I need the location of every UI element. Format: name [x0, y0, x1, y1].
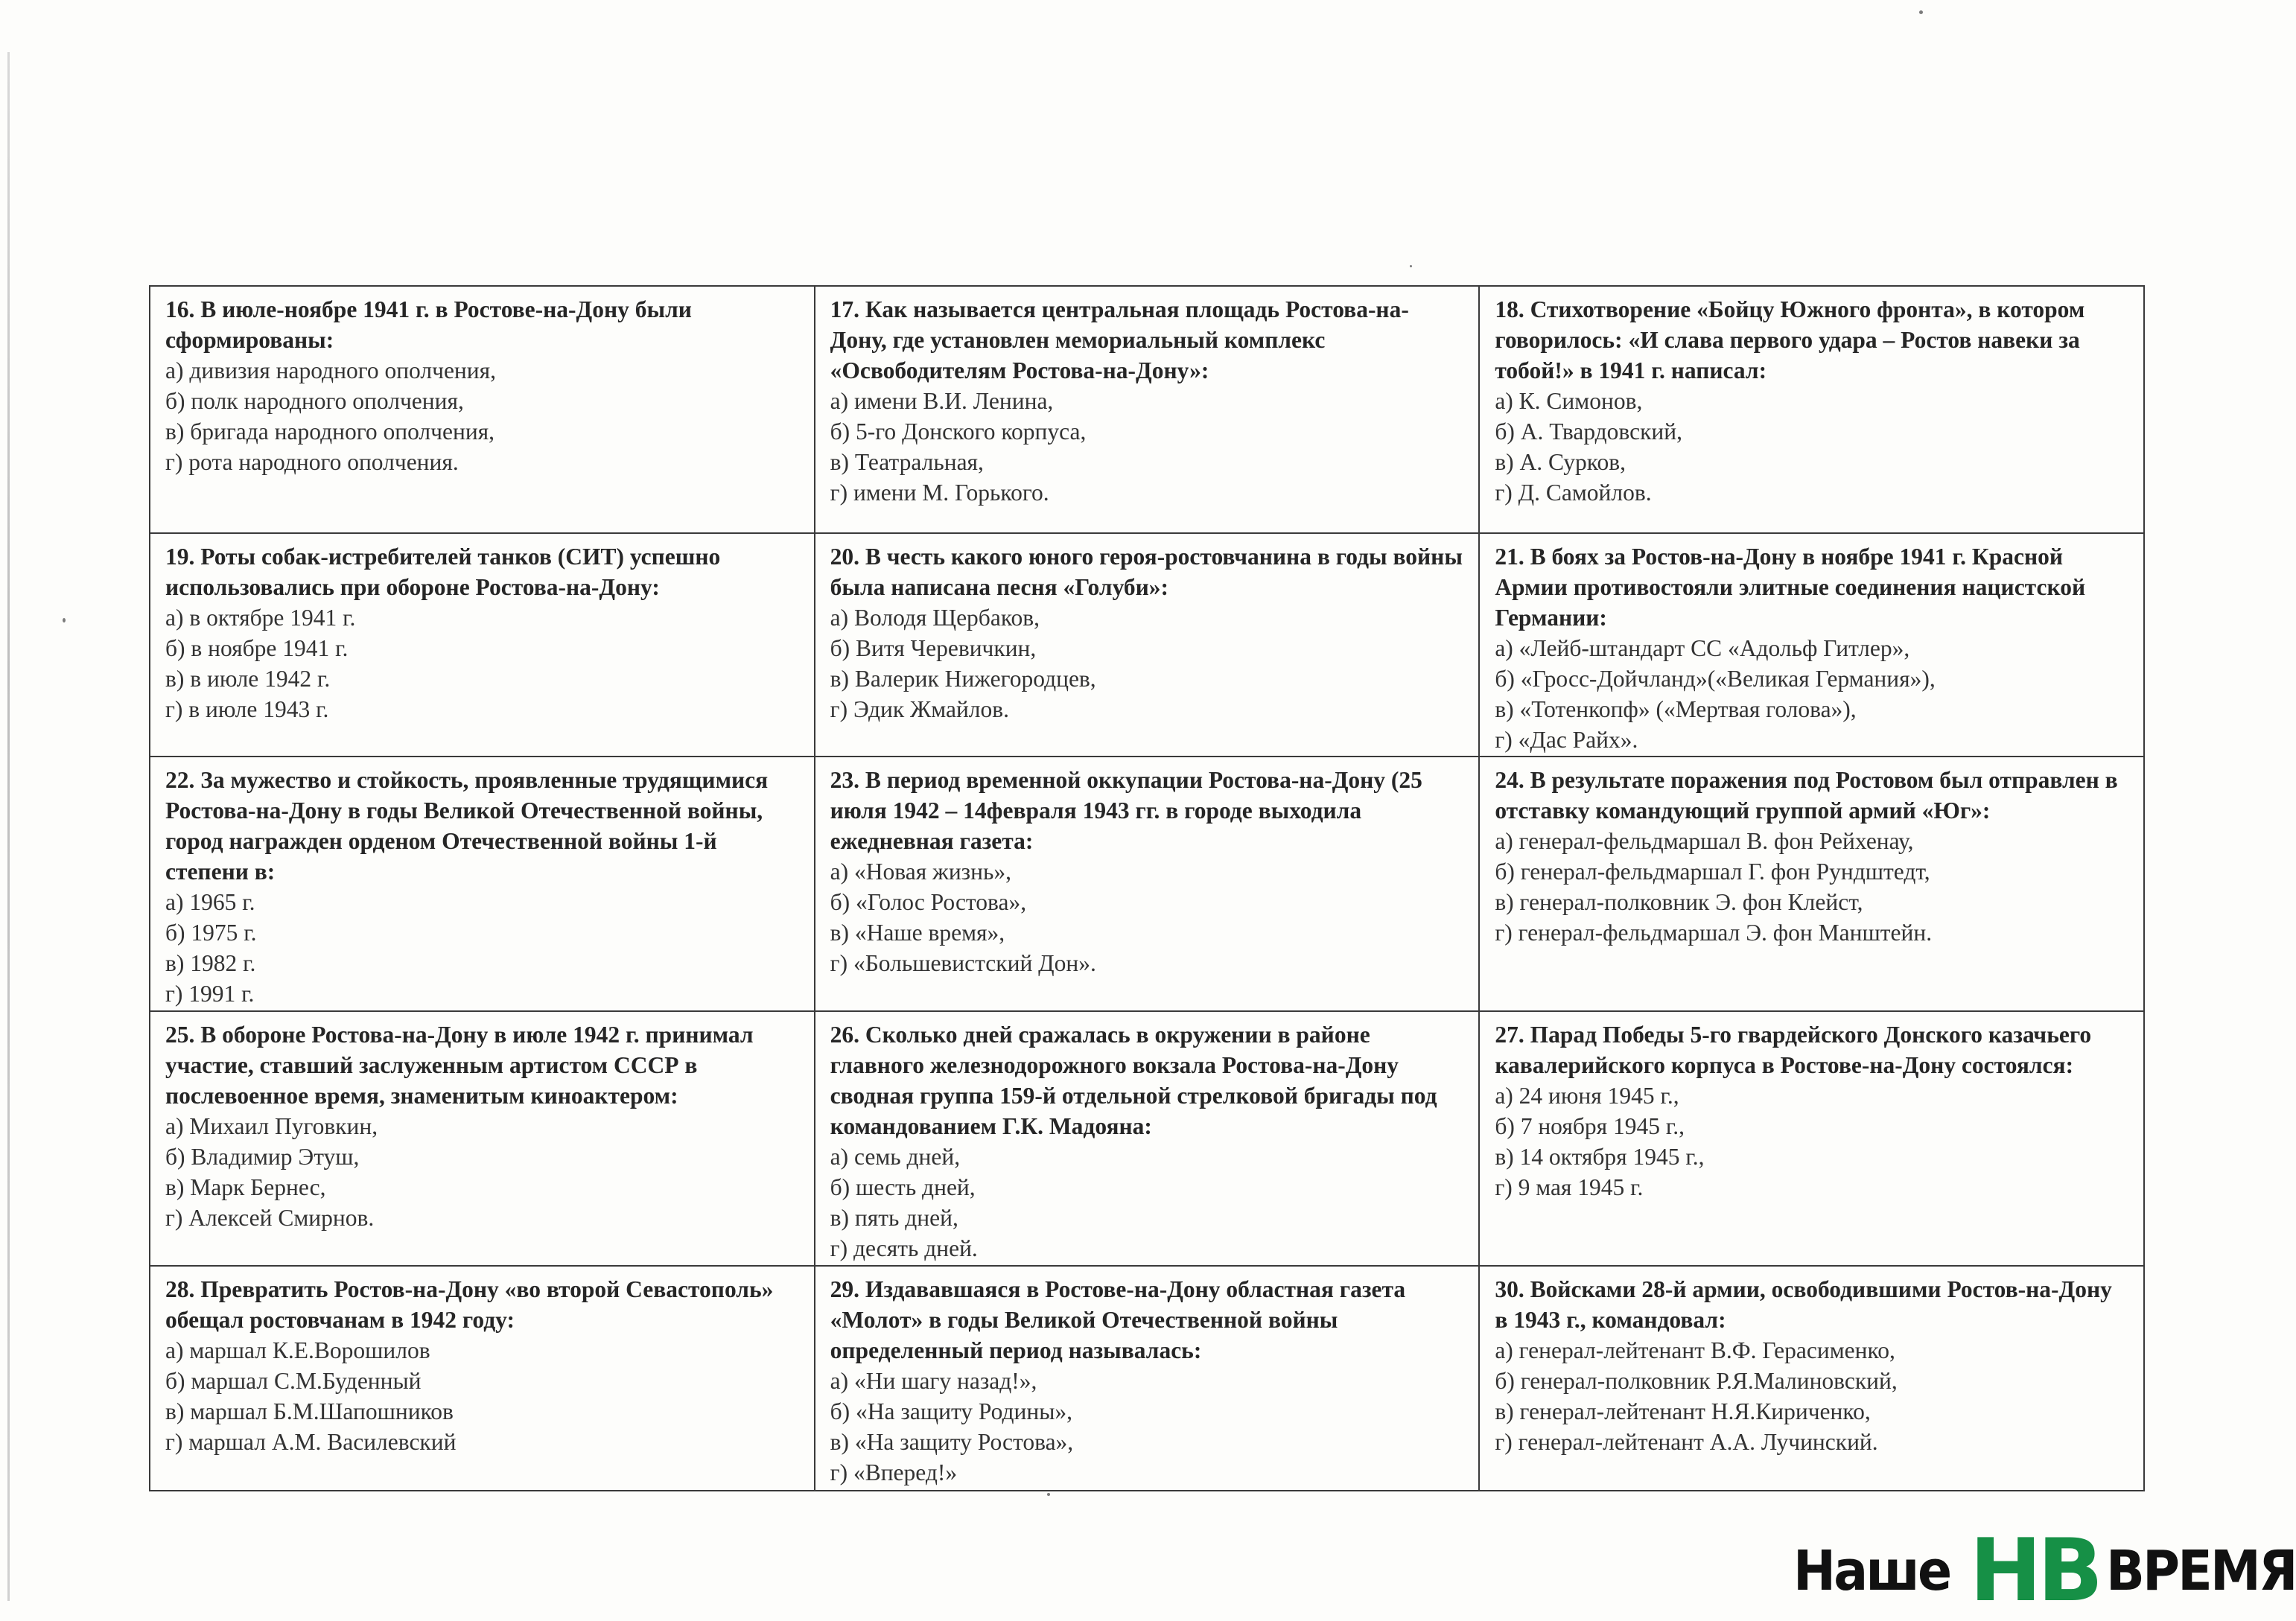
answer-option: г) десять дней.	[830, 1235, 978, 1261]
logo	[1793, 1520, 2296, 1621]
answer-option: в) «На защиту Ростова»,	[830, 1429, 1074, 1455]
answer-option: б) шесть дней,	[830, 1174, 976, 1200]
question-text: 27. Парад Победы 5-го гвардейского Донского казачьего кавалерийского корпуса в Ростове-на-Дону состоялся:	[1495, 1022, 2092, 1078]
logo-mark	[1969, 1520, 2099, 1621]
question-cell	[815, 286, 1480, 533]
answer-option: в) «Наше время»,	[830, 920, 1005, 946]
question-text: 30. Войсками 28-й армии, освободившими Ростов-на-Дону в 1943 г., командовал:	[1495, 1276, 2112, 1333]
answer-option: а) генерал-лейтенант В.Ф. Герасименко,	[1495, 1337, 1895, 1363]
question-text: 20. В честь какого юного героя-ростовчанина в годы войны была написана песня «Голуби»:	[830, 544, 1463, 600]
answer-option: а) дивизия народного ополчения,	[165, 357, 497, 383]
answer-option: в) Валерик Нижегородцев,	[830, 666, 1096, 692]
answer-option: б) А. Твардовский,	[1495, 418, 1682, 445]
answer-option: в) генерал-полковник Э. фон Клейст,	[1495, 889, 1863, 915]
table-row	[150, 1011, 2144, 1266]
answer-option: г) «Дас Райх».	[1495, 727, 1638, 753]
answer-option: в) маршал Б.М.Шапошников	[165, 1398, 454, 1424]
question-cell	[815, 1266, 1480, 1491]
answer-option: г) рота народного ополчения.	[165, 449, 459, 475]
logo-mark-text: НВ	[1969, 1520, 2099, 1621]
question-cell	[815, 757, 1480, 1011]
question-cell	[1479, 1266, 2144, 1491]
answer-option: г) имени М. Горького.	[830, 480, 1049, 506]
answer-option: а) 1965 г.	[165, 889, 255, 915]
answer-option: а) «Ни шагу назад!»,	[830, 1368, 1037, 1394]
logo-word-left: Наше	[1793, 1539, 1950, 1603]
question-text: 22. За мужество и стойкость, проявленные трудящимися Ростова-на-Дону в годы Великой Отечественной войны, город награжден орденом Отечественной войны 1-й степени в:	[165, 767, 769, 885]
scan-speck	[1410, 265, 1412, 267]
answer-option: б) полк народного ополчения,	[165, 388, 464, 414]
answer-option: в) «Тотенкопф» («Мертвая голова»),	[1495, 696, 1857, 722]
answer-option: б) «Гросс-Дойчланд»(«Великая Германия»),	[1495, 666, 1936, 692]
question-cell	[1479, 533, 2144, 757]
answer-option: г) генерал-лейтенант А.А. Лучинский.	[1495, 1429, 1878, 1455]
question-text: 24. В результате поражения под Ростовом был отправлен в отставку командующий группой армий «Юг»:	[1495, 767, 2118, 824]
question-cell	[150, 286, 815, 533]
answer-option: а) 24 июня 1945 г.,	[1495, 1083, 1679, 1109]
answer-option: а) К. Симонов,	[1495, 388, 1643, 414]
question-cell	[150, 757, 815, 1011]
question-text: 28. Превратить Ростов-на-Дону «во второй Севастополь» обещал ростовчанам в 1942 году:	[165, 1276, 774, 1333]
scan-edge	[7, 52, 10, 1601]
question-text: 25. В обороне Ростова-на-Дону в июле 1942 г. принимал участие, ставший заслуженным артистом СССР в послевоенное время, знаменитым киноактером:	[165, 1022, 754, 1109]
answer-option: а) Михаил Пуговкин,	[165, 1113, 378, 1139]
table-row	[150, 286, 2144, 533]
question-text: 29. Издававшаяся в Ростове-на-Дону областная газета «Молот» в годы Великой Отечественной войны определенный период называлась:	[830, 1276, 1406, 1363]
question-cell	[150, 533, 815, 757]
answer-option: б) 5-го Донского корпуса,	[830, 418, 1087, 445]
table-row	[150, 757, 2144, 1011]
answer-option: б) генерал-фельдмаршал Г. фон Рундштедт,	[1495, 859, 1930, 885]
answer-option: в) 14 октября 1945 г.,	[1495, 1144, 1705, 1170]
question-cell	[815, 1011, 1480, 1266]
answer-option: в) в июле 1942 г.	[165, 666, 331, 692]
answer-option: б) «На защиту Родины»,	[830, 1398, 1073, 1424]
answer-option: г) Алексей Смирнов.	[165, 1205, 375, 1231]
question-cell	[1479, 286, 2144, 533]
question-text: 23. В период временной оккупации Ростова-на-Дону (25 июля 1942 – 14февраля 1943 гг. в городе выходила ежедневная газета:	[830, 767, 1422, 854]
scan-speck	[1047, 1493, 1050, 1496]
answer-option: б) 7 ноября 1945 г.,	[1495, 1113, 1685, 1139]
logo-word-right: ВРЕМЯ	[2106, 1539, 2296, 1603]
question-cell	[815, 533, 1480, 757]
answer-option: г) Эдик Жмайлов.	[830, 696, 1010, 722]
answer-option: а) семь дней,	[830, 1144, 961, 1170]
table-row	[150, 533, 2144, 757]
question-text: 18. Стихотворение «Бойцу Южного фронта», в котором говорилось: «И слава первого удара – Ростов навеки за тобой!» в 1941 г. написал:	[1495, 296, 2085, 383]
answer-option: в) бригада народного ополчения,	[165, 418, 495, 445]
answer-option: в) А. Сурков,	[1495, 449, 1626, 475]
question-cell	[150, 1266, 815, 1491]
answer-option: г) «Большевистский Дон».	[830, 950, 1096, 976]
answer-option: б) «Голос Ростова»,	[830, 889, 1027, 915]
scan-speck	[1919, 10, 1923, 14]
answer-option: г) «Вперед!»	[830, 1459, 958, 1485]
question-text: 16. В июле-ноябре 1941 г. в Ростове-на-Дону были сформированы:	[165, 296, 692, 353]
answer-option: а) Володя Щербаков,	[830, 605, 1040, 631]
answer-option: в) генерал-лейтенант Н.Я.Кириченко,	[1495, 1398, 1871, 1424]
question-text: 21. В боях за Ростов-на-Дону в ноябре 1941 г. Красной Армии противостояли элитные соединения нацистской Германии:	[1495, 544, 2086, 631]
question-text: 17. Как называется центральная площадь Ростова-на-Дону, где установлен мемориальный комплекс «Освободителям Ростова-на-Дону»:	[830, 296, 1409, 383]
answer-option: г) генерал-фельдмаршал Э. фон Манштейн.	[1495, 920, 1933, 946]
answer-option: б) генерал-полковник Р.Я.Малиновский,	[1495, 1368, 1898, 1394]
question-text: 19. Роты собак-истребителей танков (СИТ) успешно использовались при обороне Ростова-на-Дону:	[165, 544, 721, 600]
question-cell	[1479, 757, 2144, 1011]
answer-option: а) маршал К.Е.Ворошилов	[165, 1337, 430, 1363]
answer-option: г) маршал А.М. Василевский	[165, 1429, 457, 1455]
answer-option: б) 1975 г.	[165, 920, 257, 946]
answer-option: г) Д. Самойлов.	[1495, 480, 1652, 506]
answer-option: б) Витя Черевичкин,	[830, 635, 1037, 661]
answer-option: в) 1982 г.	[165, 950, 256, 976]
table-row	[150, 1266, 2144, 1491]
answer-option: а) «Новая жизнь»,	[830, 859, 1011, 885]
answer-option: б) в ноябре 1941 г.	[165, 635, 349, 661]
question-cell	[1479, 1011, 2144, 1266]
question-cell	[150, 1011, 815, 1266]
answer-option: а) генерал-фельдмаршал В. фон Рейхенау,	[1495, 828, 1914, 854]
answer-option: а) в октябре 1941 г.	[165, 605, 356, 631]
answer-option: в) Марк Бернес,	[165, 1174, 326, 1200]
quiz-table	[149, 285, 2145, 1491]
answer-option: а) «Лейб-штандарт СС «Адольф Гитлер»,	[1495, 635, 1910, 661]
question-text: 26. Сколько дней сражалась в окружении в районе главного железнодорожного вокзала Ростова-на-Дону сводная группа 159-й отдельной стрелковой бригады под командованием Г.К. Мадояна:	[830, 1022, 1437, 1139]
answer-option: г) 1991 г.	[165, 981, 255, 1007]
answer-option: в) пять дней,	[830, 1205, 958, 1231]
answer-option: а) имени В.И. Ленина,	[830, 388, 1054, 414]
answer-option: б) маршал С.М.Буденный	[165, 1368, 422, 1394]
answer-option: б) Владимир Этуш,	[165, 1144, 360, 1170]
answer-option: г) 9 мая 1945 г.	[1495, 1174, 1644, 1200]
scan-speck	[63, 618, 66, 622]
answer-option: г) в июле 1943 г.	[165, 696, 329, 722]
answer-option: в) Театральная,	[830, 449, 984, 475]
